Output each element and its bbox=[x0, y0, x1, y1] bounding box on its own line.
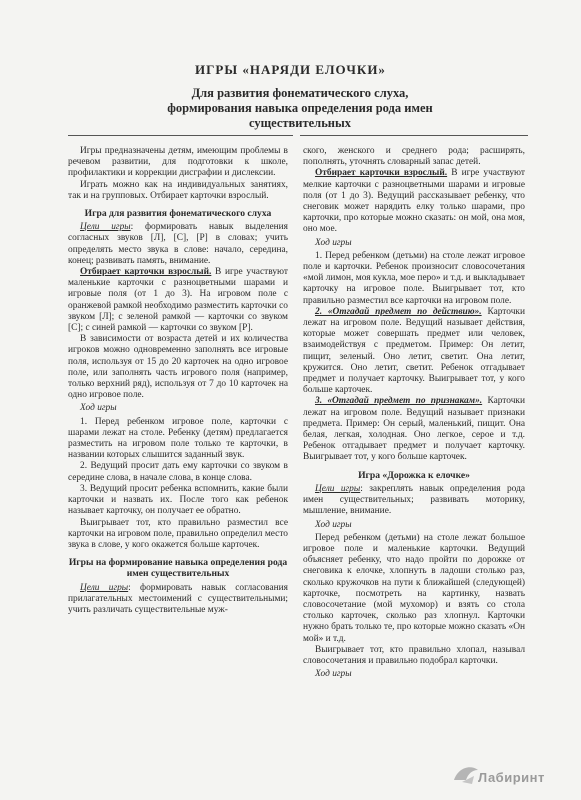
divider-right bbox=[300, 135, 528, 136]
section-heading: Игра для развития фонематического слуха bbox=[84, 208, 272, 220]
paragraph-lead: Цели игры bbox=[80, 222, 131, 233]
paragraph bbox=[68, 417, 288, 462]
paragraph-lead: Отбирает карточки взрослый. bbox=[80, 267, 212, 278]
game-steps-label: Ход игры bbox=[80, 403, 117, 414]
paragraph-text: : формировать навык выделения согласных звуков [Л], [С], [Р] в словах; учить определять место звука в слове: начало, середина, конец; развивать память, внимание. bbox=[68, 222, 288, 266]
paragraph-lead: 2. «Отгадай предмет по действию». bbox=[315, 306, 482, 317]
paragraph-text: В игре участвуют мелкие карточки с разноцветными шарами и игровые поля (от 1 до 3). Ведущий рассказывает ребенку, что снеговик может нарядить елку только шарами, про карточки, про которые можно сказать: он мой, она моя, оно мое. bbox=[303, 168, 525, 235]
paragraph-text: Карточки лежат на игровом поле. Ведущий называет признаки предмета. Пример: Он серый, маленький, пищит. Она белая, легкая, холодная. Оно легкое, серое и т.д. Ребенок отгадывает предмет и получает карточку. Выигрывает тот, у кого больше карточек. bbox=[303, 396, 525, 463]
paragraph bbox=[68, 222, 288, 267]
paragraph-text: Выигрывает тот, кто правильно разместил все карточки на игровом поле, правильно определил место звука в слове, у кого окажется больше карточек. bbox=[68, 517, 288, 550]
paragraph bbox=[303, 307, 525, 397]
paragraph bbox=[303, 168, 525, 235]
paragraph-text: Перед ребенком (детьми) на столе лежат большое игровое поле и маленькие карточки. Ведущий объясняет ребенку, что надо пройти по дорожке от снеговика к елочке, хлопнуть в ладоши столько раз, сколько кружочков на пути к ближайшей (следующей) карточке, посмотреть на картинку, назвать словосочетание (мой мухомор) и взять со стола столько карточек, сколько раз хлопнул. Карточки нужно брать только те, про которые можно сказать «Он мой» и т.д. bbox=[303, 532, 525, 644]
divider-left bbox=[68, 135, 293, 136]
paragraph-text: : формировать навык согласования прилагательных местоимений с существительными; учить различать существительные муж- bbox=[68, 582, 288, 615]
section-heading: Игры на формирование навыка определения рода имен существительных bbox=[68, 557, 288, 580]
paragraph-text: Играть можно как на индивидуальных занятиях, так и на групповых. Отбирает карточки взрослый. bbox=[68, 179, 288, 201]
paragraph-text: 1. Перед ребенком игровое поле, карточки с шарами лежат на столе. Ребенку (детям) предлагается разместить на игровом поле только те карточки, в названии которых слышится заданный звук. bbox=[68, 416, 288, 461]
paragraph-lead: Цели игры bbox=[315, 483, 361, 494]
paragraph bbox=[303, 533, 525, 645]
paragraph bbox=[68, 518, 288, 552]
paragraph bbox=[68, 267, 288, 334]
paragraph-lead: 3. «Отгадай предмет по признакам». bbox=[315, 396, 483, 407]
paragraph-text: В зависимости от возраста детей и их количества игроков можно одновременно заполнять все игровые поля, используя от 15 до 20 карточек на одно игровое поле, или заполнять часть игрового поля (например, только верхний ряд), используя от 7 до 10 карточек на одно игровое поле. bbox=[68, 334, 288, 401]
paragraph-text: : закреплять навык определения рода имен существительных; развивать моторику, мышление, внимание. bbox=[303, 483, 526, 517]
paragraph bbox=[303, 396, 525, 463]
game-steps-label: Ход игры bbox=[315, 237, 352, 248]
paragraph bbox=[68, 583, 288, 617]
paragraph-lead: Цели игры bbox=[80, 582, 129, 593]
paragraph-text: 3. Ведущий просит ребенка вспомнить, какие были карточки и назвать их. После того как ребенок называет карточку, он получает ее обратно. bbox=[68, 483, 288, 517]
paragraph-text: ского, женского и среднего рода; расширять, пополнять, уточнять словарный запас детей. bbox=[303, 146, 525, 168]
paragraph bbox=[68, 334, 288, 401]
paragraph bbox=[68, 180, 288, 202]
page-subtitle: Для развития фонематического слуха, формирования навыка определения рода имен существительных bbox=[167, 86, 433, 130]
paragraph bbox=[303, 484, 525, 518]
left-column bbox=[68, 146, 288, 616]
section-heading: Игра «Дорожка к елочке» bbox=[358, 469, 470, 481]
paragraph-text: Игры предназначены детям, имеющим проблемы в речевом развитии, для подготовки к школе, профилактики и коррекции дисграфии и дислексии. bbox=[68, 146, 288, 179]
paragraph-text: 2. Ведущий просит дать ему карточки со звуком в середине слова, в начале слова, в конце слова. bbox=[68, 461, 288, 483]
publisher-logo-text: Лабиринт bbox=[478, 770, 545, 785]
paragraph bbox=[303, 251, 525, 307]
page-title: ИГРЫ «НАРЯДИ ЕЛОЧКИ» bbox=[195, 62, 386, 77]
paragraph bbox=[68, 461, 288, 483]
paragraph bbox=[303, 146, 525, 168]
paragraph bbox=[303, 645, 525, 667]
paragraph-text: 1. Перед ребенком (детьми) на столе лежат игровое поле и карточки. Ребенок произносит словосочетания «мой лимон, моя кукла, мое перо» и т.д. и выкладывает карточку на игровое поле. Выигрывает тот, кто правильно разместил все карточки на игровом поле. bbox=[303, 250, 525, 306]
game-steps-label: Ход игры bbox=[315, 519, 352, 530]
paragraph bbox=[68, 484, 288, 518]
game-steps-label: Ход игры bbox=[315, 669, 352, 680]
paragraph-text: В игре участвуют маленькие карточки с разноцветными шарами и игровые поля (от 1 до 3). На игровом поле с оранжевой рамкой необходимо разместить карточки со звуком [Л]; с зеленой рамкой — карточки со звуком [С]; с синей рамкой — карточки со звуком [Р]. bbox=[68, 267, 288, 334]
right-column bbox=[303, 146, 525, 682]
paragraph-text: Выигрывает тот, кто правильно хлопал, называл словосочетания и правильно подобрал карточки. bbox=[303, 644, 525, 666]
paragraph bbox=[68, 146, 288, 180]
paragraph-text: Карточки лежат на игровом поле. Ведущий называет действия, которые может совершать предмет или человек, взаимодействуя с предметом. Пример: Он летит, пищит, зеленый. Оно летит, светит. Она летит, кружится. Оно летит, светит. Ребенок отгадывает предмет и получает карточку. Выигрывает тот, у кого больше карточек. bbox=[303, 306, 525, 396]
paragraph-lead: Отбирает карточки взрослый. bbox=[315, 168, 448, 179]
